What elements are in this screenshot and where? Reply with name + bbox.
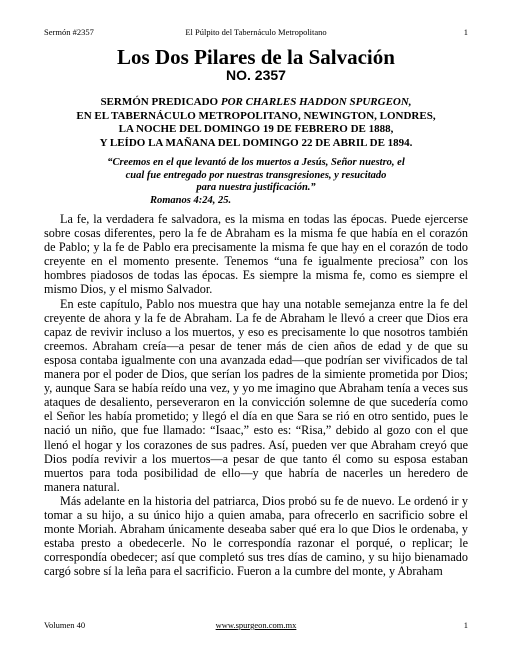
page-number-bottom: 1 [463, 620, 468, 630]
scripture-epigraph [60, 157, 452, 207]
sermon-info-line-4: Y LEÍDO LA MAÑANA DEL DOMINGO 22 DE ABRIL DE 1894. [99, 136, 413, 149]
epigraph-line-1: “Creemos en el que levantó de los muertos a Jesús, Señor nuestro, el [107, 157, 405, 168]
sermon-info-line-2: EN EL TABERNÁCULO METROPOLITANO, NEWINGTON, LONDRES, [76, 109, 436, 122]
sermon-info-prefix: SERMÓN PREDICADO [100, 96, 221, 108]
epigraph-line-3: para nuestra justificación.” [196, 182, 316, 193]
page-footer [44, 620, 468, 634]
scripture-reference: Romanos 4:24, 25. [150, 194, 232, 206]
sermon-body [44, 212, 468, 578]
volume-label: Volumen 40 [44, 620, 86, 630]
sermon-author: POR CHARLES HADDON SPURGEON, [220, 96, 412, 108]
page-number-top: 1 [463, 27, 468, 37]
publication-title: El Púlpito del Tabernáculo Metropolitano [185, 27, 327, 37]
website-link[interactable]: www.spurgeon.com.mx [215, 620, 297, 630]
sermon-number: NO. 2357 [226, 67, 286, 83]
sermon-number-label: Sermón #2357 [44, 27, 94, 37]
body-paragraph: En este capítulo, Pablo nos muestra que hay una notable semejanza entre la fe del creyente de ahora y la fe de Abraham. La fe de Abraham le llevó a creer que Dios era capaz de revivir incluso a los muertos, y eso es precisamente lo que nosotros también creemos. Abraham creía—a pesar de tener más de cien años de edad y de que su esposa contaba igualmente con una avanzada edad—que podrían ser vivificados de tal manera por el poder de Dios, que serían los padres de la simiente prometida por Dios; y, aunque Sara se había reído una vez, y yo me imagino que Abraham tenía a veces sus ataques de desaliento, perseveraron en la convicción solemne de que sucedería como el Señor les había prometido; y llegó el día en que Sara se rió en otro sentido, pues le nació un niño, que fue llamado: “Isaac,” esto es: “Risa,” debido al gozo con el que llenó el hogar y los corazones de sus padres. Así, pueden ver que Abraham creyó que Dios podía revivir a los muertos—a pesar de que tanto él como su esposa estaban muertos para toda posibilidad de ello—y que habría de nacerles un heredero de manera natural. [44, 296, 468, 494]
body-paragraph: Más adelante en la historia del patriarca, Dios probó su fe de nuevo. Le ordenó ir y tomar a su hijo, a su único hijo a quien amaba, para ofrecerlo en sacrificio sobre el monte Moriah. Abraham únicamente deseaba saber qué era lo que Dios le ordenaba, y estaba presto a obedecerle. No le correspondía razonar el porqué, o replicar; le correspondía obedecer; así que completó sus tres días de camino, y su hijo bienamado cargó sobre sí la leña para el sacrificio. Fueron a la cumbre del monte, y Abraham [44, 493, 468, 579]
body-paragraph: La fe, la verdadera fe salvadora, es la misma en todas las épocas. Puede ejercerse sobre cosas diferentes, pero la fe de Abraham es la misma fe que había en el corazón de Pablo; y la fe de Pablo era precisamente la misma fe que hay en el corazón de todo creyente en el momento presente. Tenemos “una fe igualmente preciosa” con los hombres piadosos de todas las épocas. Es siempre la misma fe, como es siempre el mismo Dios, y el mismo Salvador. [44, 212, 468, 297]
sermon-info-line-1 [44, 96, 468, 110]
sermon-info-line-3: LA NOCHE DEL DOMINGO 19 DE FEBRERO DE 1888, [118, 123, 394, 136]
page-header [44, 27, 468, 41]
sermon-title: Los Dos Pilares de la Salvación [117, 45, 395, 69]
sermon-info [44, 96, 468, 150]
epigraph-line-2: cual fue entregado por nuestras transgresiones, y resucitado [125, 169, 387, 181]
